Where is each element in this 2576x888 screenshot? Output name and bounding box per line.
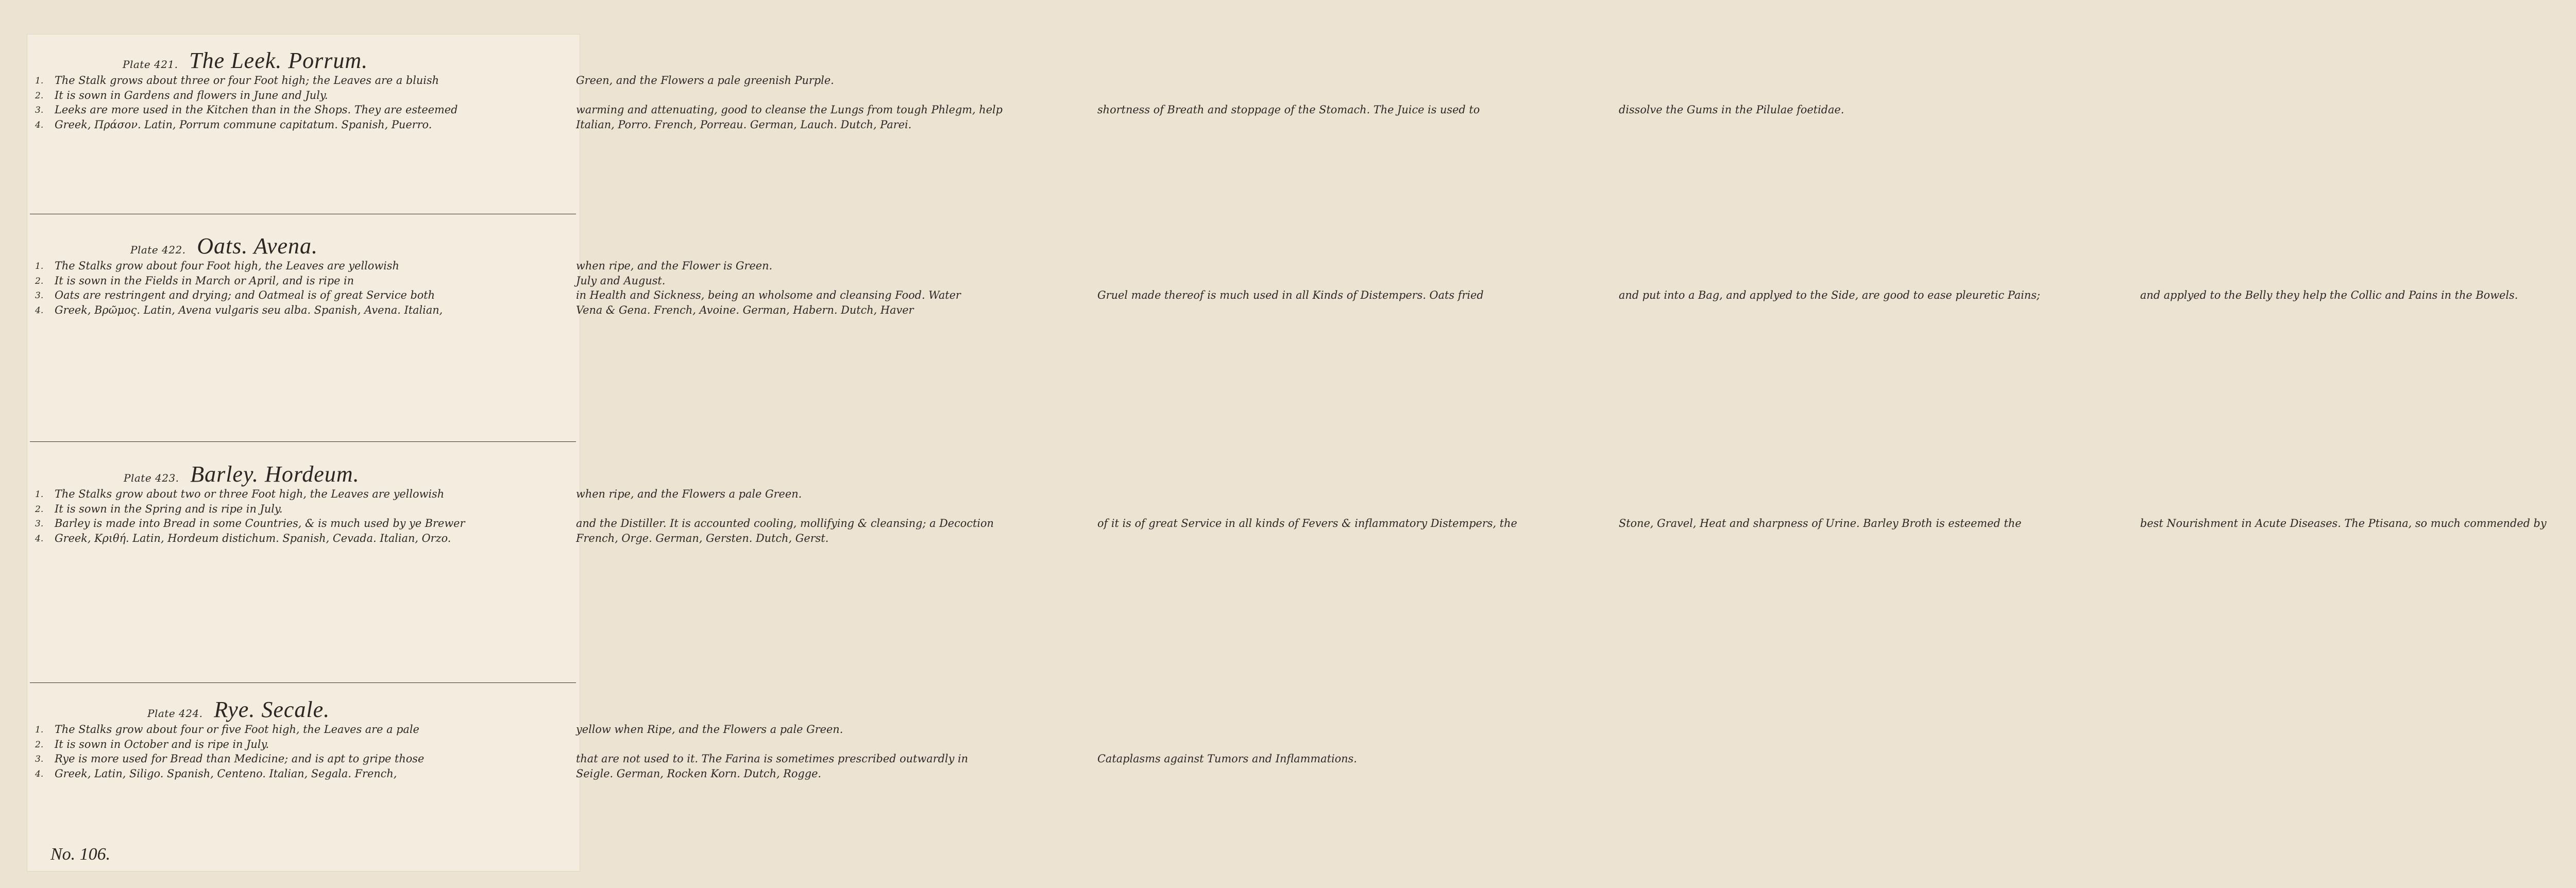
item-number: 4. bbox=[35, 119, 44, 130]
item-number: 3. bbox=[35, 291, 44, 301]
plate-title: Barley. Hordeum. bbox=[190, 462, 360, 487]
item-number: 1. bbox=[35, 725, 44, 735]
item-text-line: Stone, Gravel, Heat and sharpness of Urine. Barley Broth is esteemed the bbox=[1619, 517, 2022, 530]
plate-section-rye bbox=[35, 696, 1357, 781]
item-text-line: It is sown in October and is ripe in July. bbox=[55, 738, 269, 751]
description-list bbox=[35, 723, 1357, 781]
item-text-line: best Nourishment in Acute Diseases. The Ptisana, so much commended by bbox=[2140, 517, 2547, 530]
item-number: 3. bbox=[35, 105, 44, 115]
plate-header bbox=[35, 47, 576, 74]
plate-header bbox=[35, 696, 576, 723]
plate-number: Plate 424. bbox=[147, 707, 203, 720]
item-text-line: It is sown in the Fields in March or April, and is ripe in bbox=[55, 274, 354, 287]
plate-section-oats bbox=[35, 233, 2518, 318]
item-text-line: Rye is more used for Bread than Medicine; and is apt to gripe those bbox=[55, 753, 425, 765]
plate-header bbox=[35, 461, 576, 487]
plate-section-barley bbox=[35, 461, 2547, 546]
item-text-line: French, Orge. German, Gersten. Dutch, Gerst. bbox=[576, 532, 829, 545]
item-number: 4. bbox=[35, 769, 44, 779]
item-number: 4. bbox=[35, 305, 44, 316]
item-text-line: in Health and Sickness, being an wholsome and cleansing Food. Water bbox=[576, 289, 961, 302]
plate-number: Plate 423. bbox=[124, 472, 179, 484]
page-number: No. 106. bbox=[50, 845, 111, 864]
item-number: 3. bbox=[35, 519, 44, 529]
item-text-line: Greek, Latin, Siligo. Spanish, Centeno. Italian, Segala. French, bbox=[55, 767, 397, 780]
item-text-line: Cataplasms against Tumors and Inflammations. bbox=[1097, 753, 1357, 765]
description-item bbox=[35, 259, 773, 274]
item-text-line: dissolve the Gums in the Pilulae foetidae. bbox=[1619, 104, 1844, 116]
item-number: 2. bbox=[35, 504, 44, 515]
item-text-line: The Stalks grow about two or three Foot high, the Leaves are yellowish bbox=[55, 488, 445, 501]
plate-title: The Leek. Porrum. bbox=[189, 48, 368, 73]
description-item bbox=[35, 274, 666, 289]
description-item bbox=[35, 487, 802, 502]
item-number: 2. bbox=[35, 90, 44, 101]
plate-title: Oats. Avena. bbox=[197, 233, 318, 259]
item-text-line: Seigle. German, Rocken Korn. Dutch, Rogge. bbox=[576, 767, 822, 780]
description-item bbox=[35, 103, 1844, 118]
description-item bbox=[35, 288, 2518, 303]
item-text-line: shortness of Breath and stoppage of the Stomach. The Juice is used to bbox=[1097, 104, 1480, 116]
item-number: 1. bbox=[35, 261, 44, 271]
item-text-line: The Stalk grows about three or four Foot high; the Leaves are a bluish bbox=[55, 74, 439, 87]
item-text-line: and applyed to the Belly they help the Collic and Pains in the Bowels. bbox=[2140, 289, 2518, 302]
description-list bbox=[35, 259, 2518, 318]
item-text-line: It is sown in the Spring and is ripe in July. bbox=[55, 502, 283, 516]
plate-number: Plate 422. bbox=[130, 244, 186, 256]
description-item bbox=[35, 767, 822, 782]
description-item bbox=[35, 118, 912, 133]
item-number: 2. bbox=[35, 276, 44, 286]
item-text-line: Leeks are more used in the Kitchen than in the Shops. They are esteemed bbox=[55, 104, 458, 116]
section-divider bbox=[30, 441, 576, 442]
item-text-line: and put into a Bag, and applyed to the Side, are good to ease pleuretic Pains; bbox=[1619, 289, 2041, 302]
plate-number: Plate 421. bbox=[123, 58, 178, 71]
item-text-line: of it is of great Service in all kinds of Fevers & inflammatory Distempers, the bbox=[1097, 517, 1517, 530]
item-text-line: It is sown in Gardens and flowers in June and July. bbox=[55, 89, 328, 102]
item-number: 2. bbox=[35, 739, 44, 750]
item-text-line: warming and attenuating, good to cleanse the Lungs from tough Phlegm, help bbox=[576, 104, 1003, 116]
item-text-line: Gruel made thereof is much used in all Kinds of Distempers. Oats fried bbox=[1097, 289, 1484, 302]
description-item bbox=[35, 738, 576, 753]
item-number: 3. bbox=[35, 754, 44, 764]
item-text-line: Greek, Πράσον. Latin, Porrum commune capitatum. Spanish, Puerro. bbox=[55, 118, 432, 131]
item-text-line: Oats are restringent and drying; and Oatmeal is of great Service both bbox=[55, 289, 435, 302]
item-number: 4. bbox=[35, 533, 44, 544]
item-text-line: Greek, Βρῶμος. Latin, Avena vulgaris seu alba. Spanish, Avena. Italian, bbox=[55, 303, 443, 317]
description-item bbox=[35, 517, 2547, 532]
item-number: 1. bbox=[35, 76, 44, 86]
plate-title: Rye. Secale. bbox=[214, 697, 330, 722]
section-divider bbox=[30, 682, 576, 683]
description-list bbox=[35, 487, 2547, 546]
item-text-line: Green, and the Flowers a pale greenish Purple. bbox=[576, 74, 834, 87]
item-text-line: when ripe, and the Flower is Green. bbox=[576, 260, 773, 272]
item-text-line: that are not used to it. The Farina is sometimes prescribed outwardly in bbox=[576, 753, 969, 765]
item-text-line: when ripe, and the Flowers a pale Green. bbox=[576, 488, 802, 501]
description-item bbox=[35, 502, 576, 517]
item-text-line: The Stalks grow about four Foot high, the Leaves are yellowish bbox=[55, 260, 399, 272]
item-text-line: Vena & Gena. French, Avoine. German, Habern. Dutch, Haver bbox=[576, 303, 914, 317]
description-item bbox=[35, 74, 834, 89]
description-item bbox=[35, 89, 576, 104]
description-item bbox=[35, 532, 829, 547]
description-item bbox=[35, 303, 914, 318]
item-text-line: and the Distiller. It is accounted cooling, mollifying & cleansing; a Decoction bbox=[576, 517, 994, 530]
description-item bbox=[35, 752, 1357, 767]
description-list bbox=[35, 74, 1844, 132]
item-number: 1. bbox=[35, 489, 44, 500]
item-text-line: Italian, Porro. French, Porreau. German, Lauch. Dutch, Parei. bbox=[576, 118, 912, 131]
description-item bbox=[35, 723, 843, 738]
plate-section-leek bbox=[35, 47, 1844, 132]
plate-header bbox=[35, 233, 576, 259]
item-text-line: The Stalks grow about four or five Foot high, the Leaves are a pale bbox=[55, 723, 419, 736]
item-text-line: Greek, Κριθή. Latin, Hordeum distichum. Spanish, Cevada. Italian, Orzo. bbox=[55, 532, 451, 545]
item-text-line: yellow when Ripe, and the Flowers a pale Green. bbox=[576, 723, 843, 736]
item-text-line: Barley is made into Bread in some Countries, & is much used by ye Brewer bbox=[55, 517, 465, 530]
item-text-line: July and August. bbox=[576, 274, 666, 287]
